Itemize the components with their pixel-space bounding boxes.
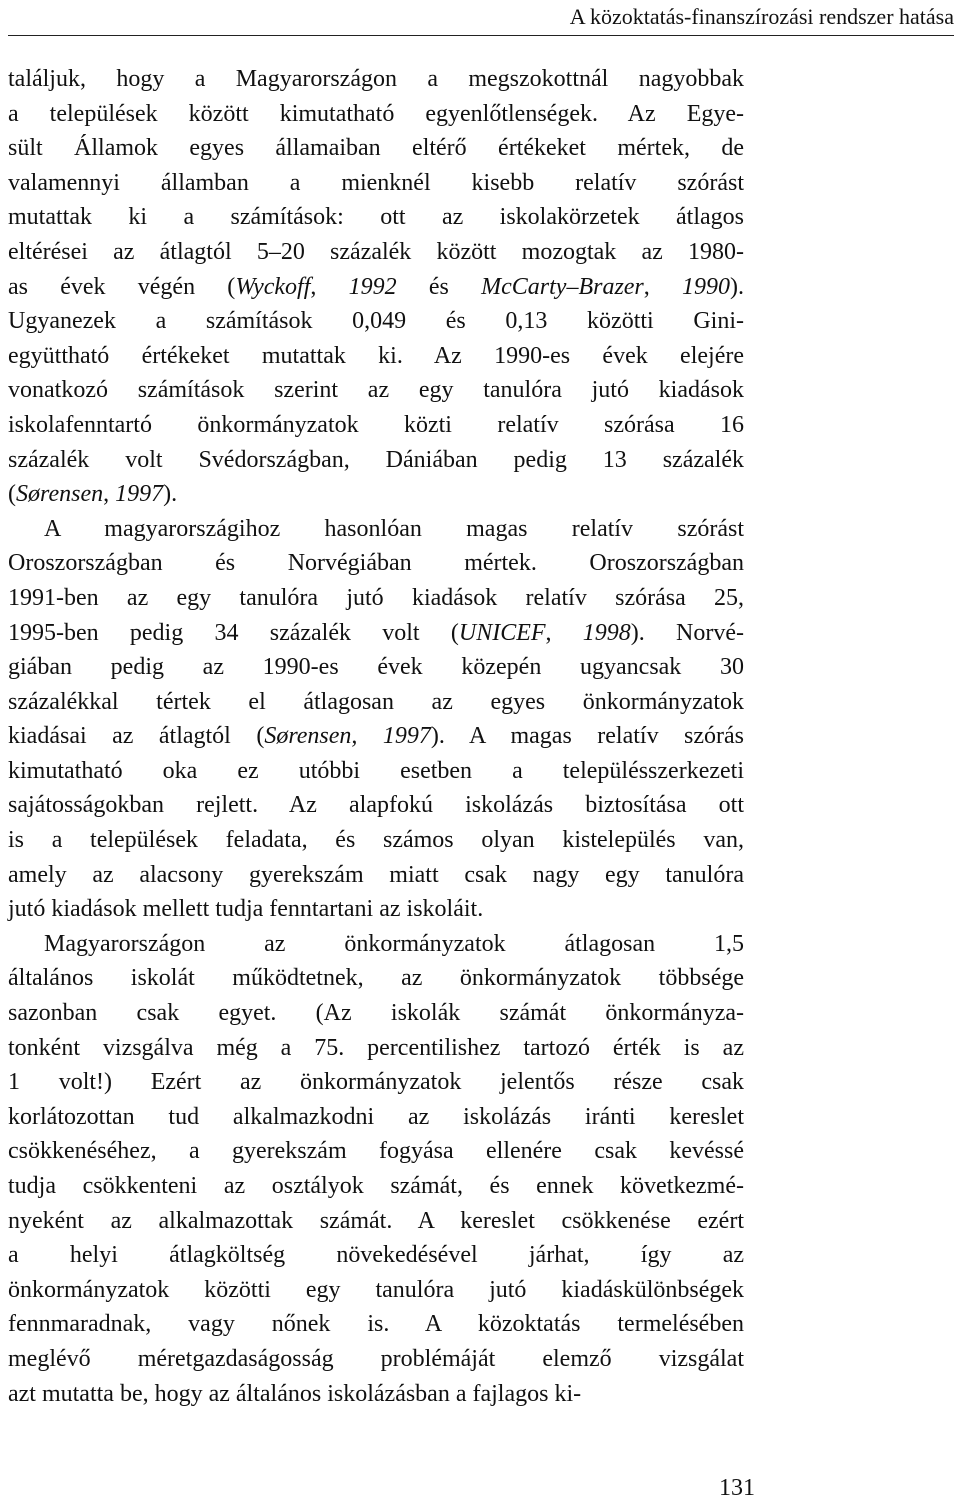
- text-line: találjuk, hogy a Magyarországon a megszokottnál nagyobbak: [8, 66, 744, 92]
- text-line: együttható értékeket mutattak ki. Az 1990-es évek elejére: [8, 342, 744, 369]
- text-line: fennmaradnak, vagy nőnek is. A közoktatás termelésében: [8, 1311, 744, 1338]
- text-line: nyeként az alkalmazottak számát. A kereslet csökkenése ezért: [8, 1207, 744, 1234]
- text-line: as évek végén (Wyckoff, 1992 és McCarty–Brazer, 1990).: [8, 273, 745, 300]
- citation-italic: McCarty–Brazer: [481, 273, 644, 300]
- text-line: Ugyanezek a számítások 0,049 és 0,13 közötti Gini-: [8, 308, 744, 335]
- citation-italic: 1992: [348, 273, 397, 300]
- text-line: mutattak ki a számítások: ott az iskolakörzetek átlagos: [8, 204, 744, 231]
- text-line: tudja csökkenteni az osztályok számát, és ennek következmé-: [8, 1173, 744, 1199]
- text-line: 1991-ben az egy tanulóra jutó kiadások relatív szórása 25,: [8, 584, 744, 611]
- text-line: sült Államok egyes államaiban eltérő értékeket mértek, de: [8, 135, 744, 162]
- text-line: általános iskolát működtetnek, az önkormányzatok többsége: [8, 965, 744, 992]
- text-line: százalékkal tértek el átlagosan az egyes önkormányzatok: [8, 688, 744, 715]
- text-line: eltérései az átlagtól 5–20 százalék között mozogtak az 1980-: [8, 238, 744, 265]
- text-line: 1995-ben pedig 34 százalék volt (UNICEF, 1998). Norvé-: [8, 619, 745, 646]
- text-line: csökkenéséhez, a gyerekszám fogyása ellenére csak kevéssé: [8, 1138, 744, 1165]
- text-line: tonként vizsgálva még a 75. percentilishez tartozó érték is az: [8, 1034, 744, 1061]
- text-line: is a települések feladata, és számos olyan kistelepülés van,: [8, 827, 744, 854]
- text-line: A magyarországihoz hasonlóan magas relatív szórást: [44, 515, 744, 542]
- text-line: meglévő méretgazdaságosság problémáját elemző vizsgálat: [8, 1345, 744, 1372]
- text-line: azt mutatta be, hogy az általános iskolázásban a fajlagos ki-: [8, 1380, 582, 1407]
- citation-italic: UNICEF: [458, 619, 546, 646]
- text-line: sazonban csak egyet. (Az iskolák számát önkormányza-: [8, 1000, 744, 1027]
- text-line: a helyi átlagköltség növekedésével járhat, így az: [8, 1242, 744, 1269]
- header-rule: [8, 35, 954, 36]
- running-header: A közoktatás-finanszírozási rendszer hatása: [569, 4, 954, 29]
- text-line: iskolafenntartó önkormányzatok közti relatív szórása 16: [8, 411, 744, 438]
- text-line: Oroszországban és Norvégiában mértek. Oroszországban: [8, 550, 744, 577]
- text-line: valamennyi államban a mienknél kisebb relatív szórást: [8, 169, 744, 196]
- citation-italic: 1990: [682, 273, 731, 300]
- text-line: 1 volt!) Ezért az önkormányzatok jelentős része csak: [8, 1069, 744, 1096]
- body-text: [8, 62, 744, 1411]
- text-line: százalék volt Svédországban, Dániában pedig 13 százalék: [8, 446, 744, 473]
- text-line: vonatkozó számítások szerint az egy tanulóra jutó kiadások: [8, 377, 744, 404]
- text-line: Magyarországon az önkormányzatok átlagosan 1,5: [44, 930, 744, 957]
- text-line: korlátozottan tud alkalmazkodni az iskolázás iránti kereslet: [8, 1103, 744, 1130]
- text-line: kiadásai az átlagtól (Sørensen, 1997). A magas relatív szórás: [8, 723, 745, 750]
- citation-italic: Sørensen: [16, 481, 104, 508]
- citation-italic: 1998: [582, 619, 631, 646]
- text-line: (Sørensen, 1997).: [8, 481, 178, 508]
- page-number: 131: [719, 1475, 755, 1501]
- text-line: kimutatható oka ez utóbbi esetben a településszerkezeti: [8, 757, 744, 784]
- text-line: giában pedig az 1990-es évek közepén ugyancsak 30: [8, 654, 744, 681]
- text-line: jutó kiadások mellett tudja fenntartani az iskoláit.: [8, 896, 484, 923]
- text-line: a települések között kimutatható egyenlőtlenségek. Az Egye-: [8, 100, 744, 127]
- citation-italic: 1997: [115, 481, 164, 508]
- citation-italic: Wyckoff: [235, 273, 311, 300]
- text-line: sajátosságokban rejlett. Az alapfokú iskolázás biztosítása ott: [8, 792, 744, 819]
- text-line: amely az alacsony gyerekszám miatt csak nagy egy tanulóra: [8, 861, 744, 888]
- text-line: önkormányzatok közötti egy tanulóra jutó kiadáskülönbségek: [8, 1276, 744, 1303]
- citation-italic: Sørensen, 1997: [264, 723, 431, 750]
